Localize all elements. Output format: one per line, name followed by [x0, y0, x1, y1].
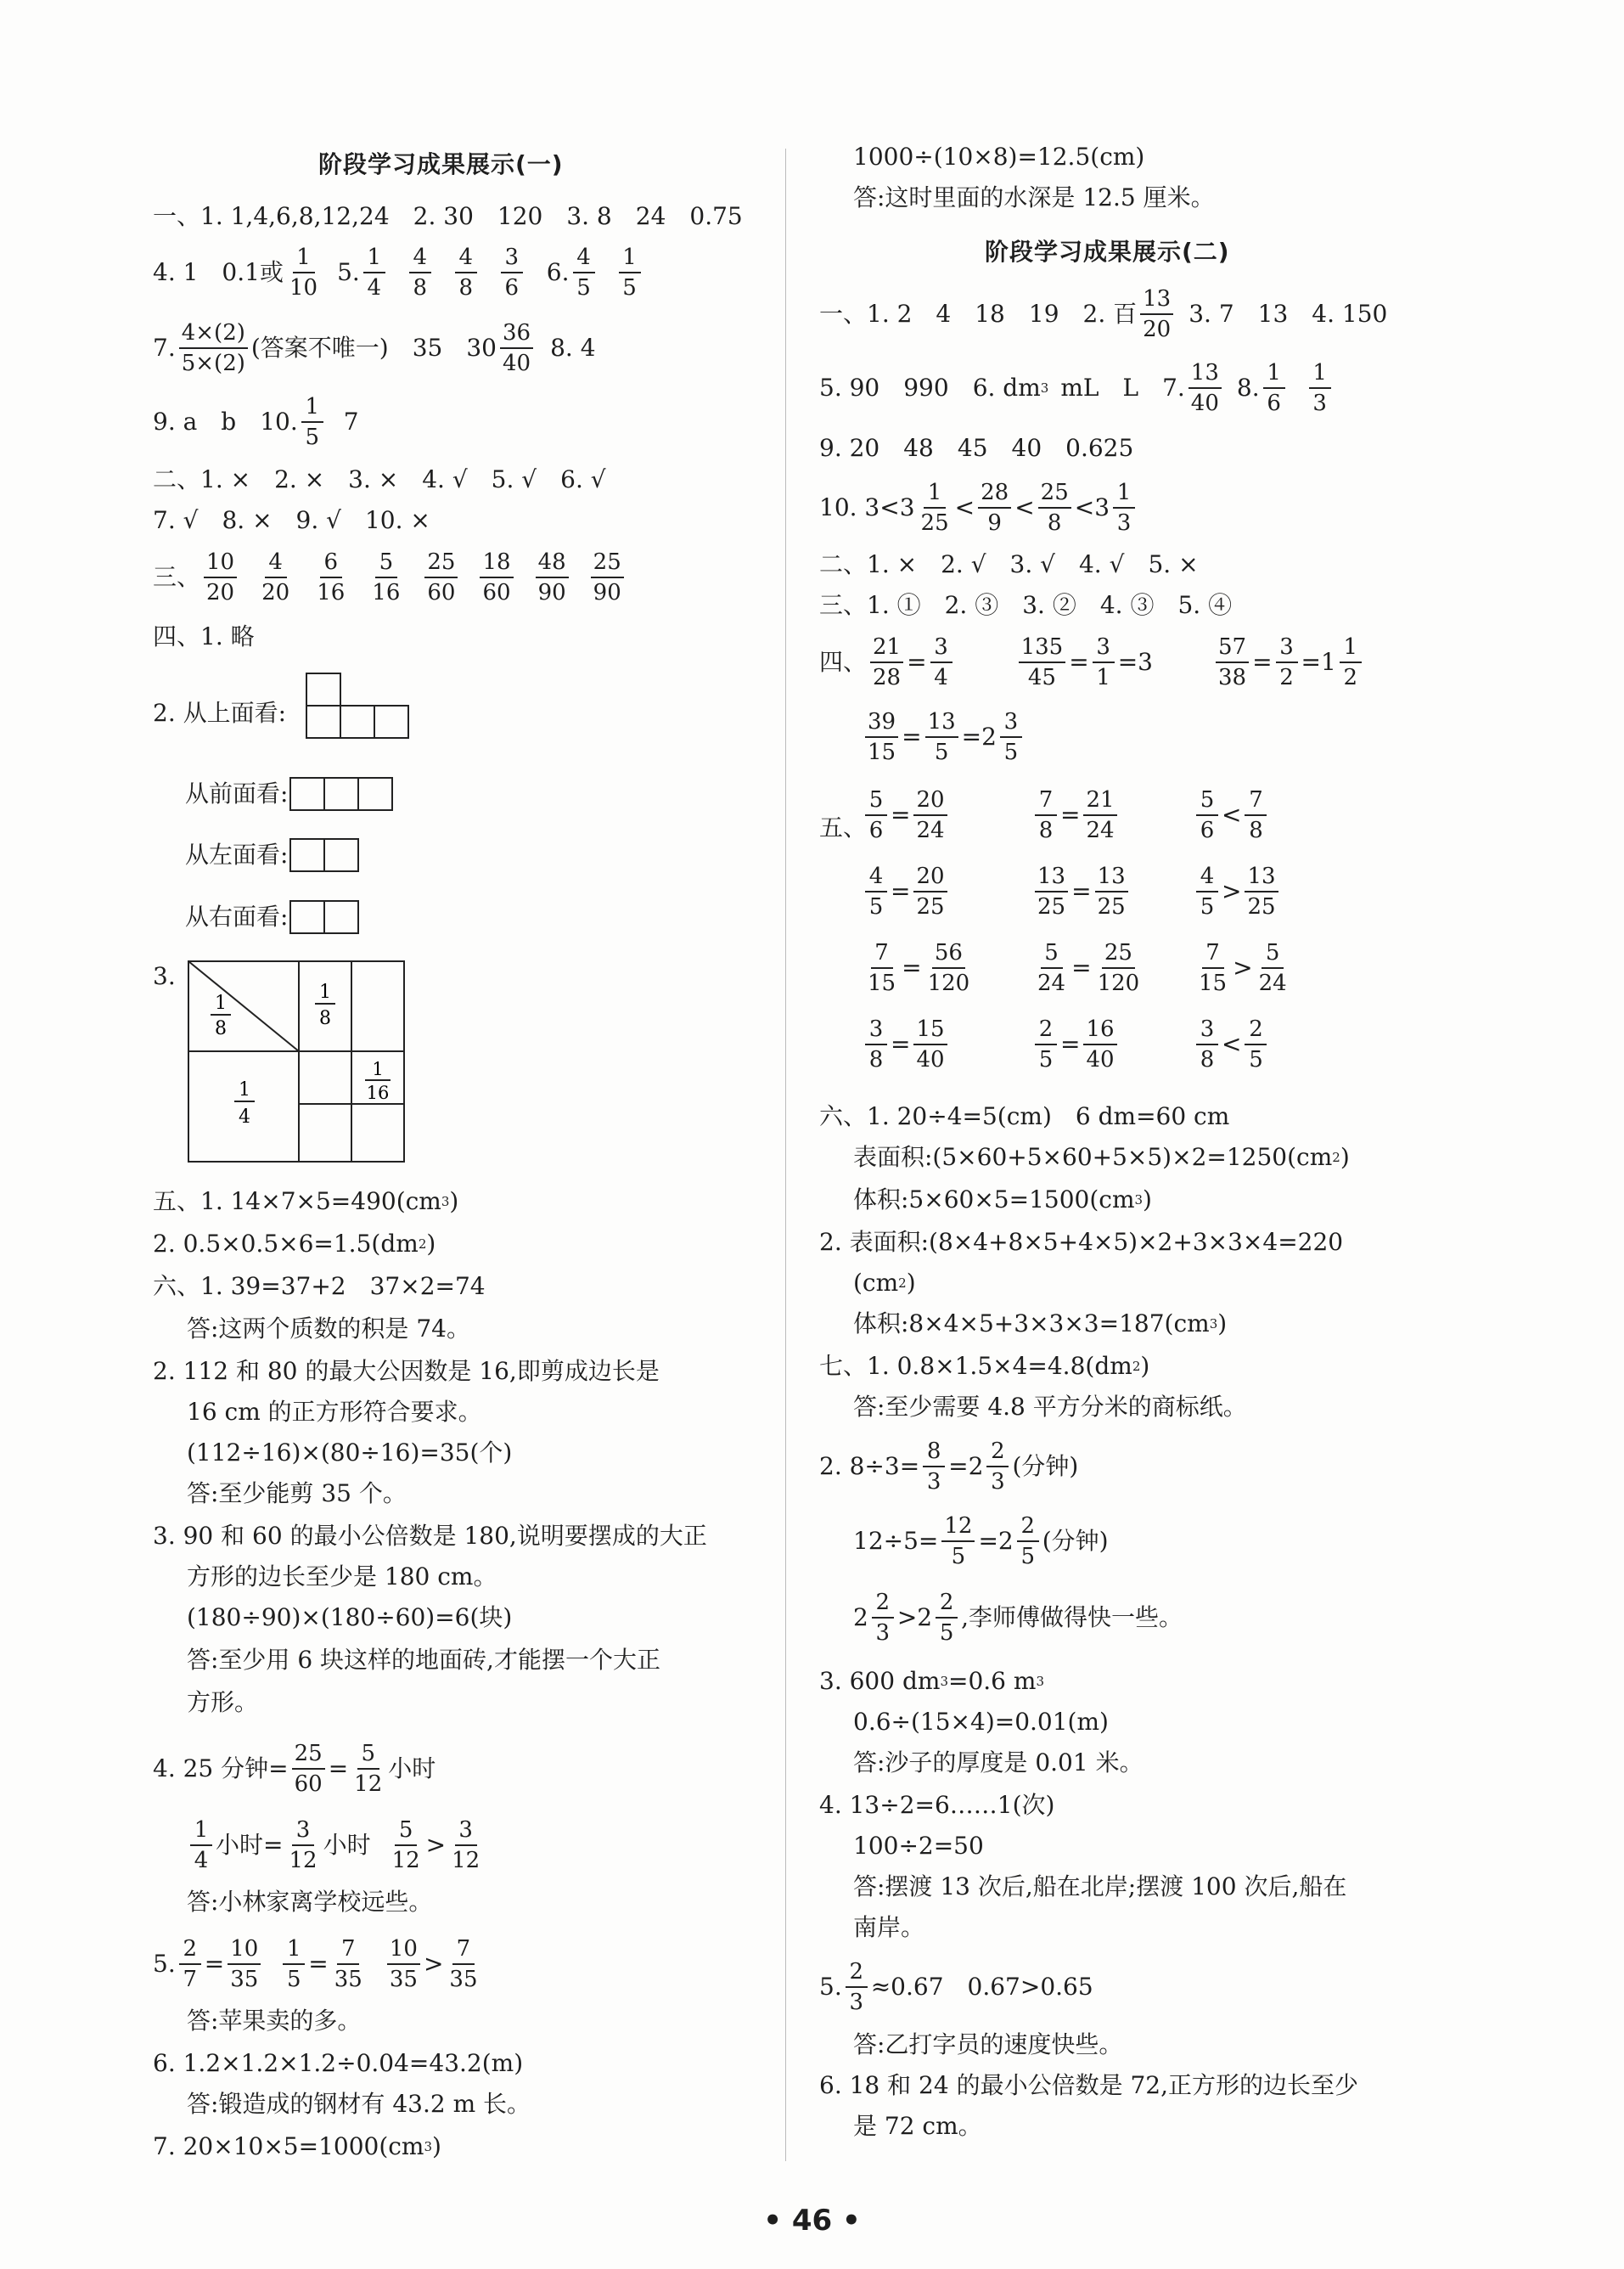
fraction: $\frac{2}{5}$ [1035, 1018, 1057, 1071]
comparison-item [1193, 781, 1270, 849]
view-right: 从右面看: [185, 896, 359, 938]
comparison-item [1193, 1011, 1270, 1078]
answer-line: 5. $\frac{2}{7}$ = $\frac{10}{35}$ $\frac{1}{5}$ = $\frac{7}{35}$ $\frac{10}{35}$ > $\frac{7}{35}$ [153, 1936, 478, 1992]
answer-line: 答:摆渡 13 次后,船在北岸;摆渡 100 次后,船在 [853, 1872, 1347, 1900]
answer-line: 4. 1 0.1或 $\frac{1}{10}$ 5. $\frac{1}{4}$ $\frac{4}{8}$ $\frac{4}{8}$ $\frac{3}{6}$ 6. $\frac{4}{5}$ $\frac{1}{5}$ [153, 251, 644, 294]
answer-line: $\frac{39}{15}$ = $\frac{13}{5}$ =2 $\frac{3}{5}$ [862, 716, 1026, 758]
comparison-item [1031, 858, 1132, 926]
fraction: $\frac{5}{6}$ [865, 789, 887, 842]
answer-line: 六、1. 39=37+2 37×2=74 [153, 1272, 486, 1300]
answer-line: 四、1. 略 [153, 622, 255, 650]
section-title-2: 阶段学习成果展示(二) [985, 238, 1230, 266]
answer-line: 答:沙子的厚度是 0.01 米。 [853, 1748, 1144, 1776]
fraction: $\frac{5}{24}$ [1037, 940, 1066, 996]
fraction: $\frac{4}{5}$ [1196, 865, 1218, 918]
answer-line: 南岸。 [853, 1913, 925, 1941]
fraction: $\frac{56}{120}$ [927, 940, 970, 996]
fraction: $\frac{13}{25}$ [1035, 865, 1068, 918]
fraction: $\frac{2}{5}$ [1245, 1018, 1267, 1071]
answer-line: 5. 90 990 6. dm 3 mL L 7. $\frac{13}{40}$ 8. $\frac{1}{6}$ $\frac{1}{3}$ [819, 367, 1335, 409]
answer-line: 1000÷(10×8)=12.5(cm) [853, 143, 1145, 171]
answer-line: 2. 8÷3= $\frac{8}{3}$ =2 $\frac{2}{3}$ (分钟) [819, 1439, 1079, 1495]
answer-line: 二、1. × 2. √ 3. √ 4. √ 5. × [819, 550, 1199, 578]
answer-line: 2 $\frac{2}{3}$ >2 $\frac{2}{5}$ ,李师傅做得快一些。 [853, 1590, 1183, 1646]
answer-line: 4. 25 分钟= $\frac{25}{60}$ = $\frac{5}{12}$ 小时 [153, 1741, 436, 1797]
comparison-operator: = [891, 1030, 911, 1058]
answer-line: 2. 0.5×0.5×6=1.5(dm 2 ) [153, 1230, 436, 1258]
answer-line: (180÷90)×(180÷60)=6(块) [187, 1603, 513, 1631]
answer-line: 一、1. 2 4 18 19 2. 百 $\frac{13}{20}$ 3. 7 13 4. 150 [819, 286, 1388, 342]
comparison-item [862, 1011, 951, 1078]
comparison-operator: = [1071, 877, 1092, 905]
answer-line: 方形。 [187, 1688, 259, 1716]
page-number: • 46 • [763, 2204, 861, 2238]
fraction: $\frac{3}{8}$ [865, 1018, 887, 1071]
answer-line: 五、1. 14×7×5=490(cm 3 ) [153, 1187, 459, 1215]
answer-line: 9. a b 10. $\frac{1}{5}$ 7 [153, 394, 359, 450]
comparison-operator: = [1071, 954, 1092, 982]
answer-line: 4. 13÷2=6……1(次) [819, 1791, 1055, 1819]
answer-line: 3. [153, 962, 176, 990]
answer-line: 0.6÷(15×4)=0.01(m) [853, 1708, 1109, 1736]
comparison-item [862, 781, 951, 849]
answer-line: 是 72 cm。 [853, 2112, 982, 2140]
comparison-operator: = [902, 954, 922, 982]
comparison-item [1031, 934, 1145, 1002]
answer-line: 3. 90 和 60 的最小公倍数是 180,说明要摆成的大正 [153, 1522, 707, 1550]
answer-line: 六、1. 20÷4=5(cm) 6 dm=60 cm [819, 1102, 1230, 1130]
fraction: $\frac{25}{120}$ [1097, 940, 1140, 996]
fraction: $\frac{15}{40}$ [913, 1018, 947, 1071]
answer-line: 一、1. 1,4,6,8,12,24 2. 30 120 3. 8 24 0.75 [153, 202, 743, 230]
fraction: $\frac{7}{15}$ [1199, 940, 1228, 996]
answer-line: 3. 600 dm 3 =0.6 m 3 [819, 1667, 1044, 1695]
comparison-item [1031, 1011, 1121, 1078]
right-column [819, 0, 1464, 2269]
answer-line: 答:锻造成的钢材有 43.2 m 长。 [187, 2090, 531, 2118]
comparison-operator: = [1060, 801, 1081, 829]
grid-label: 1 [239, 1079, 250, 1101]
answer-line: 答:至少能剪 35 个。 [187, 1479, 407, 1507]
comparison-item [862, 934, 975, 1002]
fraction: $\frac{7}{15}$ [868, 940, 896, 996]
answer-line: 7. √ 8. × 9. √ 10. × [153, 506, 430, 534]
comparison-operator: < [1222, 1030, 1242, 1058]
fraction: $\frac{5}{6}$ [1196, 789, 1218, 842]
fraction: $\frac{20}{24}$ [913, 789, 947, 842]
svg-text:4: 4 [239, 1106, 250, 1128]
answer-line: 答:这时里面的水深是 12.5 厘米。 [853, 183, 1215, 211]
fraction: $\frac{7}{8}$ [1245, 789, 1267, 842]
comparison-item [1193, 858, 1282, 926]
answer-line: 答:这两个质数的积是 74。 [187, 1315, 470, 1343]
section-title-1: 阶段学习成果展示(一) [318, 150, 564, 178]
answer-line: 2. 112 和 80 的最大公因数是 16,即剪成边长是 [153, 1357, 660, 1385]
comparison-item [1193, 934, 1293, 1002]
answer-line: (cm 2 ) [853, 1269, 916, 1297]
fraction-square-diagram [187, 960, 407, 1165]
answer-line: 表面积:(5×60+5×60+5×5)×2=1250(cm 2 ) [853, 1143, 1350, 1171]
comparison-operator: > [1222, 877, 1242, 905]
answer-line: 答:小林家离学校远些。 [187, 1888, 433, 1916]
answer-line: 7. 20×10×5=1000(cm 3 ) [153, 2132, 441, 2160]
comparison-operator: = [891, 877, 911, 905]
comparison-operator: = [891, 801, 911, 829]
answer-line: 答:至少用 6 块这样的地面砖,才能摆一个大正 [187, 1646, 660, 1674]
comparison-operator: > [1233, 954, 1253, 982]
answer-line: 体积:8×4×5+3×3×3=187(cm 3 ) [853, 1309, 1228, 1337]
fraction: $\frac{16}{40}$ [1083, 1018, 1116, 1071]
answer-line: 二、1. × 2. × 3. × 4. √ 5. √ 6. √ [153, 465, 606, 493]
svg-text:8: 8 [319, 1008, 331, 1029]
answer-line: 答:至少需要 4.8 平方分米的商标纸。 [853, 1393, 1247, 1421]
grid-label: 1 [319, 982, 331, 1003]
answer-line: 五、 [819, 814, 868, 842]
grid-label: 1 [372, 1059, 384, 1079]
answer-line: 答:乙打字员的速度快些。 [853, 2030, 1123, 2058]
answer-line: 5. $\frac{2}{3}$ ≈0.67 0.67>0.65 [819, 1959, 1093, 2015]
answer-line: 四、 $\frac{21}{28}$ = $\frac{3}{4}$ $\frac{135}{45}$ = $\frac{3}{1}$ =3 $\frac{57}{38}$ = $\frac{3}{2}$ =1 $\frac{1}{2}$ [819, 641, 1365, 684]
answer-line: 100÷2=50 [853, 1832, 984, 1860]
answer-line: 6. 1.2×1.2×1.2÷0.04=43.2(m) [153, 2049, 524, 2077]
comparison-item [1031, 781, 1121, 849]
answer-line: 6. 18 和 24 的最小公倍数是 72,正方形的边长至少 [819, 2071, 1359, 2099]
grid-label: 1 [215, 993, 227, 1014]
answer-line: 9. 20 48 45 40 0.625 [819, 434, 1134, 462]
answer-line: $\frac{1}{4}$ 小时= $\frac{3}{12}$ 小时 $\frac{5}{12}$ > $\frac{3}{12}$ [153, 1824, 486, 1866]
answer-line: 方形的边长至少是 180 cm。 [187, 1562, 497, 1591]
fraction: $\frac{3}{8}$ [1196, 1018, 1218, 1071]
answer-line: 16 cm 的正方形符合要求。 [187, 1398, 482, 1426]
left-column [153, 0, 798, 2269]
fraction: $\frac{1}{10}$ [289, 245, 318, 301]
svg-text:8: 8 [215, 1018, 227, 1039]
answer-line: 七、1. 0.8×1.5×4=4.8(dm 2 ) [819, 1352, 1150, 1380]
fraction: $\frac{13}{25}$ [1095, 865, 1128, 918]
answer-line: 三、 $\frac{10}{20}$ $\frac{4}{20}$ $\frac{6}{16}$ $\frac{5}{16}$ $\frac{25}{60}$ $\frac{18}{60}$ $\frac{48}{90}$ $\frac{25}{90}$ [153, 556, 627, 599]
answer-line: (112÷16)×(80÷16)=35(个) [187, 1439, 513, 1467]
fraction: $\frac{5}{24}$ [1258, 940, 1287, 996]
view-front: 从前面看: [185, 773, 393, 815]
view-left: 从左面看: [185, 834, 359, 876]
comparison-item [862, 858, 951, 926]
answer-line: 7. $\frac{4\times(2)}{5\times(2)}$ (答案不唯一) 35 30 $\frac{36}{40}$ 8. 4 [153, 320, 596, 376]
fraction: $\frac{13}{25}$ [1245, 865, 1278, 918]
fraction: $\frac{4}{5}$ [865, 865, 887, 918]
answer-line: 三、1. ① 2. ③ 3. ② 4. ③ 5. ④ [819, 591, 1233, 619]
view-top: 2. 从上面看: [153, 699, 287, 727]
fraction: $\frac{7}{8}$ [1035, 789, 1057, 842]
answer-line: 答:苹果卖的多。 [187, 2007, 362, 2035]
fraction: $\frac{21}{24}$ [1083, 789, 1116, 842]
answer-line: 2. 表面积:(8×4+8×5+4×5)×2+3×3×4=220 [819, 1228, 1344, 1256]
svg-text:16: 16 [366, 1083, 390, 1103]
answer-line: 体积:5×60×5=1500(cm 3 ) [853, 1185, 1152, 1213]
comparison-operator: < [1222, 801, 1242, 829]
fraction: $\frac{20}{25}$ [913, 865, 947, 918]
answer-line: 10. 3<3 $\frac{1}{25}$ < $\frac{28}{9}$ < $\frac{25}{8}$ <3 $\frac{1}{3}$ [819, 487, 1138, 529]
answer-line: 12÷5= $\frac{12}{5}$ =2 $\frac{2}{5}$ (分钟) [853, 1513, 1109, 1569]
comparison-operator: = [1060, 1030, 1081, 1058]
